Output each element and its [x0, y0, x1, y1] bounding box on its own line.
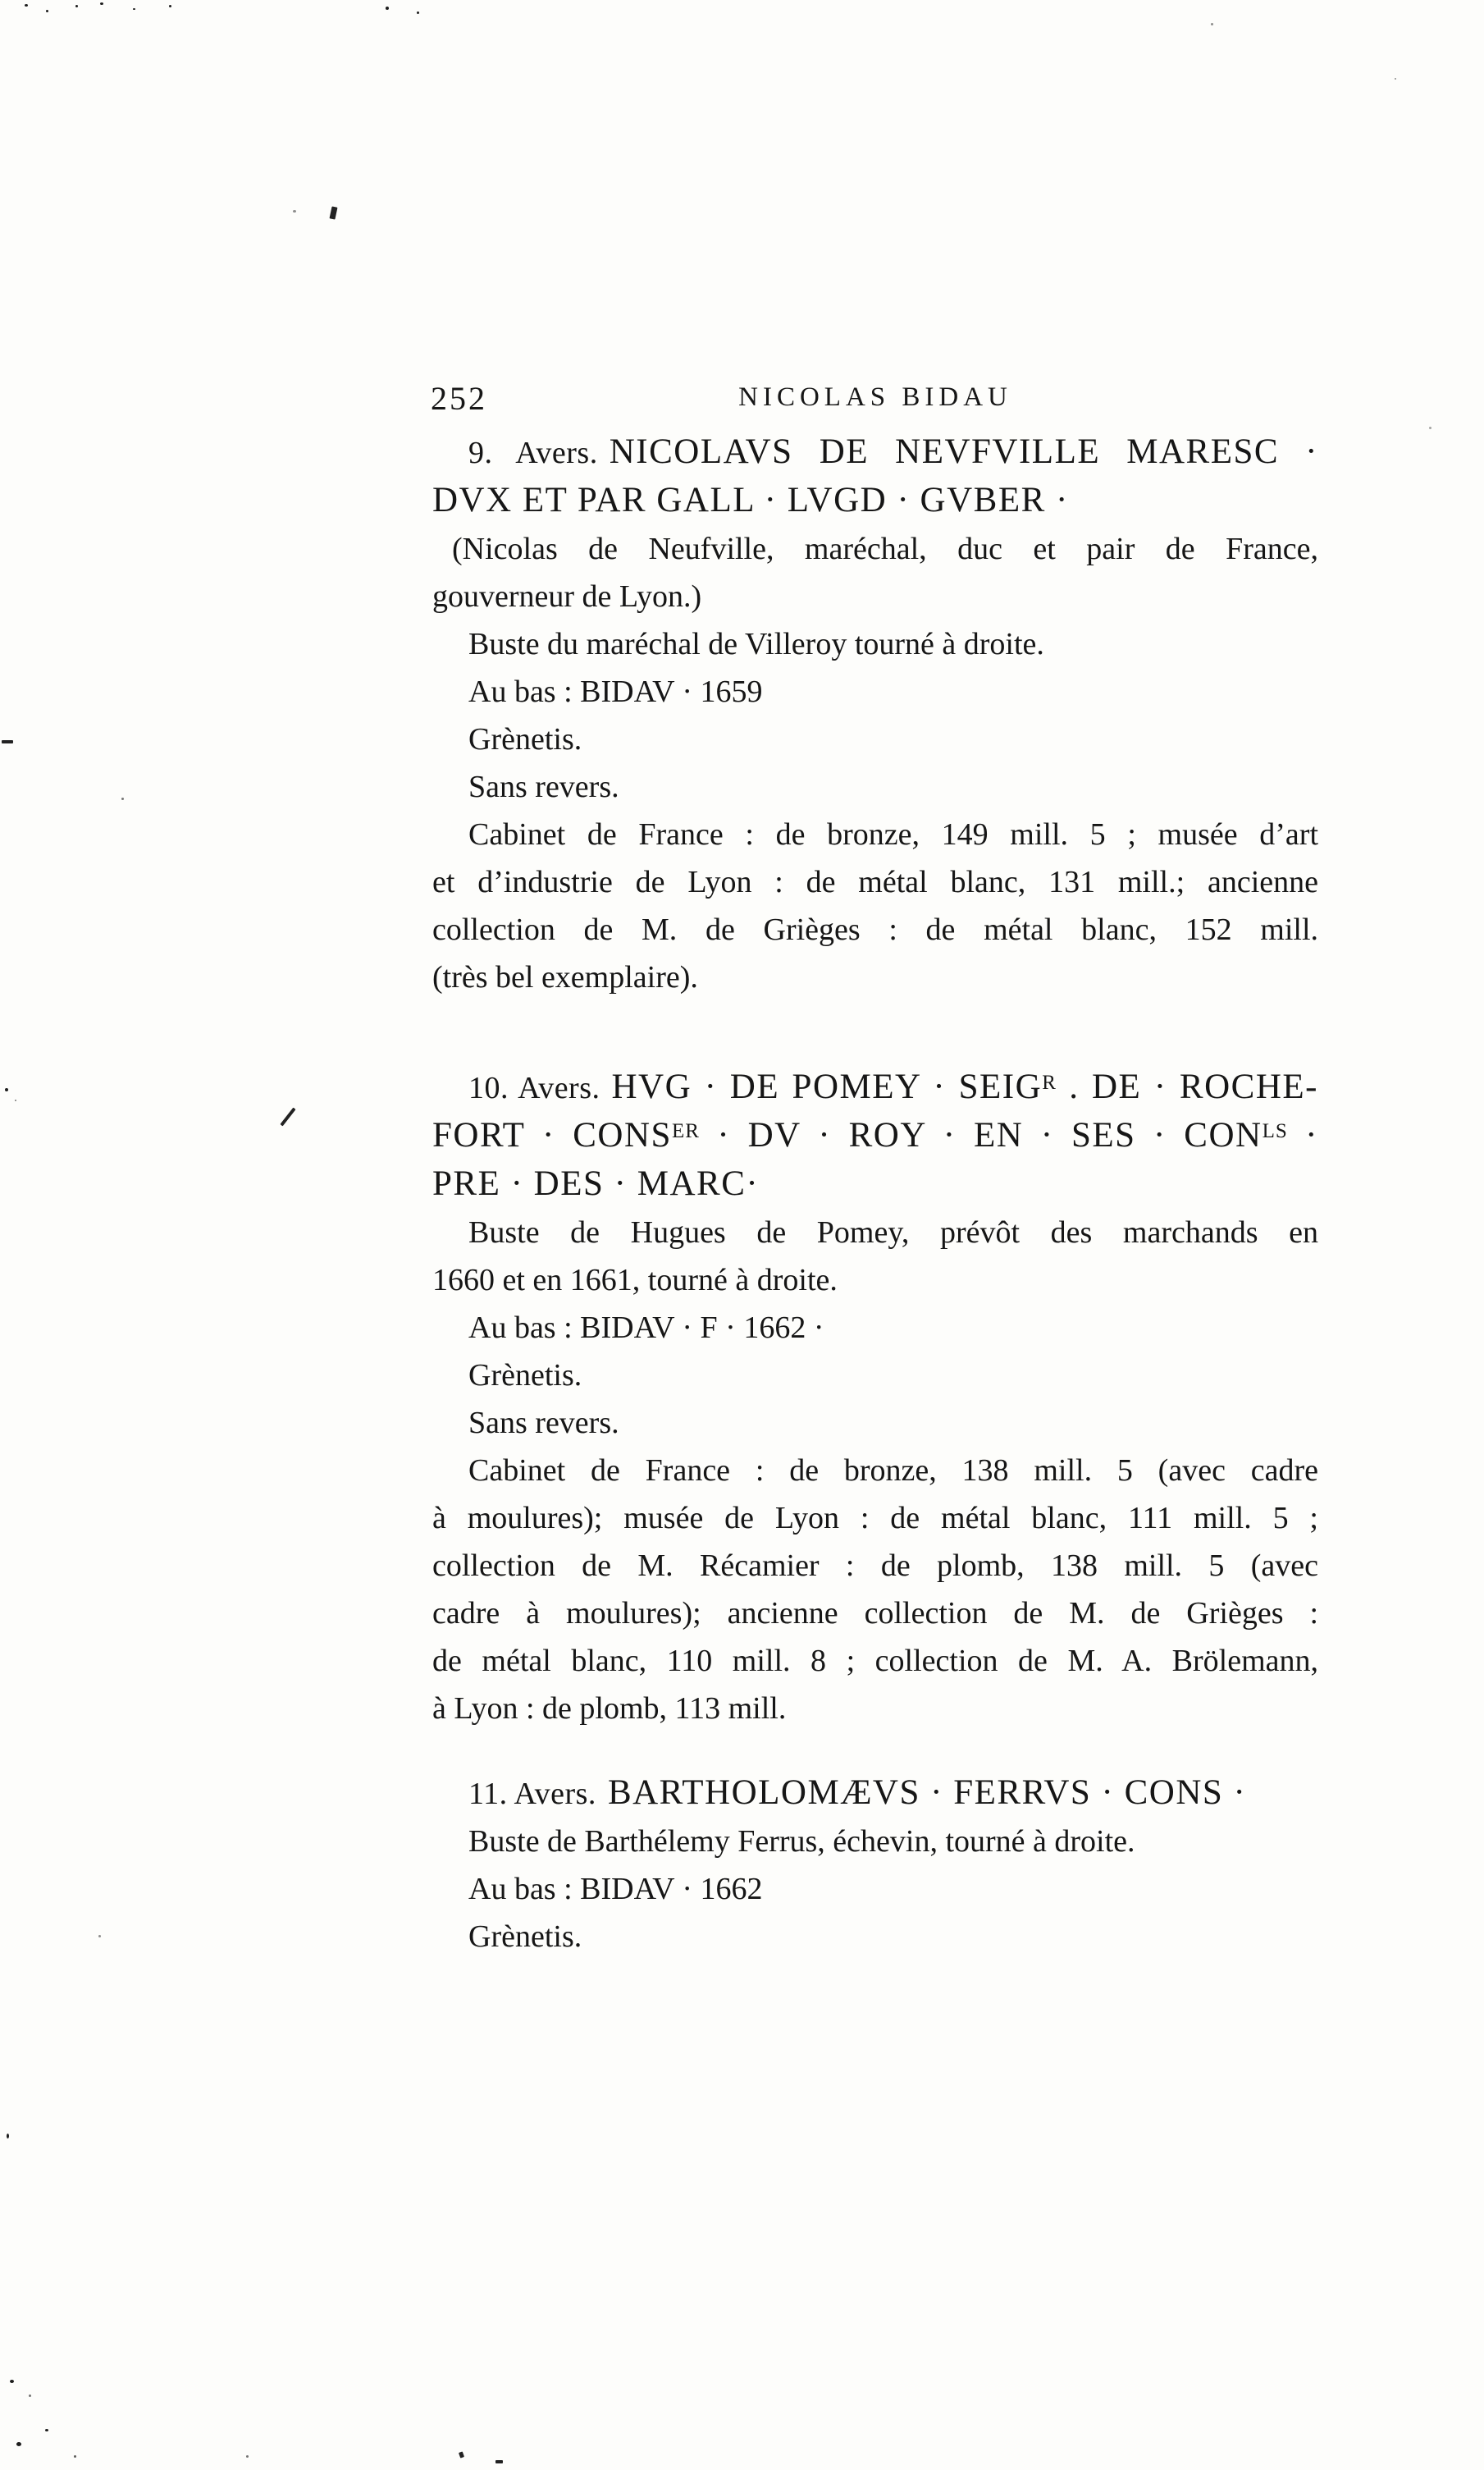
scan-artifact [293, 210, 296, 213]
scan-artifact [5, 1088, 8, 1091]
entry-11-border-note: Grènetis. [468, 1919, 582, 1954]
entry-10-description-line-1: Buste de Hugues de Pomey, prévôt des marchands en [468, 1215, 1318, 1250]
scan-artifact [25, 4, 28, 7]
entry-10-collections-line-2: à moulures); musée de Lyon : de métal blanc, 111 mill. 5 ; [432, 1501, 1318, 1535]
entry-10-collections-line-3: collection de M. Récamier : de plomb, 138 mill. 5 (avec [432, 1548, 1318, 1583]
superscript-r: R [1042, 1072, 1057, 1094]
entry-10-border-note: Grènetis. [468, 1358, 582, 1393]
entry-9-legend-line-1: NICOLAVS DE NEVFVILLE MARESC · [609, 432, 1318, 471]
running-title: NICOLAS BIDAU [738, 382, 1012, 412]
scan-artifact [417, 11, 419, 14]
scan-artifact [29, 2395, 31, 2397]
scan-artifact [246, 2455, 249, 2458]
entry-9-collections-line-2: et d’industrie de Lyon : de métal blanc, 131 mill.; ancienne [432, 865, 1318, 899]
scan-artifact [280, 1108, 295, 1127]
scan-artifact [45, 2429, 48, 2431]
catalogue-entry-11 [432, 1769, 1318, 1960]
entry-9-collections-line-3: collection de M. de Grièges : de métal blanc, 152 mill. [432, 913, 1318, 947]
scan-artifact [16, 2442, 21, 2446]
entry-10-reverse-note: Sans revers. [468, 1406, 619, 1440]
scan-artifact [133, 8, 135, 10]
entry-10-collections-line-5: de métal blanc, 110 mill. 8 ; collection de M. A. Brölemann, [432, 1644, 1318, 1678]
entry-9-legend-line-2: DVX ET PAR GALL · LVGD · GVBER · [432, 481, 1069, 519]
scan-artifact [15, 1100, 16, 1101]
entry-9-collections-line-1: Cabinet de France : de bronze, 149 mill. 5 ; musée d’art [468, 817, 1318, 852]
scan-artifact [386, 7, 389, 10]
entry-9-description: Buste du maréchal de Villeroy tourné à droite. [468, 627, 1044, 661]
scan-artifact [46, 10, 48, 12]
scan-artifact [330, 206, 338, 219]
entry-10-legend-line-3: PRE · DES · MARC· [432, 1164, 760, 1203]
scan-artifact [1429, 427, 1431, 429]
entry-10-heading-line-2 [432, 1112, 1318, 1160]
entry-11-description: Buste de Barthélemy Ferrus, échevin, tourné à droite. [468, 1824, 1135, 1859]
entry-9-collections-line-4: (très bel exemplaire). [432, 960, 698, 995]
entry-11-heading-line-1 [432, 1769, 1318, 1818]
entry-11-legend-line-1: BARTHOLOMÆVS · FERRVS · CONS · [607, 1773, 1247, 1812]
entry-11-signature: Au bas : BIDAV · 1662 [468, 1872, 763, 1906]
entry-9-border-note: Grènetis. [468, 722, 582, 757]
entry-10-signature: Au bas : BIDAV · F · 1662 · [468, 1310, 824, 1345]
entry-10-number: 10. Avers. [468, 1071, 600, 1105]
entry-9-number: 9. Avers. [468, 436, 598, 470]
entry-9-translation-line-2: gouverneur de Lyon.) [432, 579, 702, 614]
scan-artifact [2, 740, 13, 743]
entry-9-heading-line-2 [432, 477, 1318, 525]
entry-10-heading-line-1 [432, 1063, 1318, 1112]
scan-artifact [169, 5, 171, 7]
superscript-er: ER [671, 1120, 700, 1142]
scan-artifact [100, 2, 103, 5]
scan-artifact [10, 2380, 14, 2383]
entry-9-heading-line-1 [432, 428, 1318, 477]
page-number: 252 [431, 380, 487, 417]
superscript-ls: LS [1262, 1120, 1288, 1142]
scan-artifact [75, 5, 78, 7]
catalogue-entry-10 [432, 1063, 1318, 1732]
scan-artifact [7, 2134, 9, 2138]
scan-artifact [121, 798, 124, 800]
scan-artifact [459, 2451, 464, 2458]
scan-artifact [495, 2460, 503, 2463]
entry-9-reverse-note: Sans revers. [468, 770, 619, 804]
scan-artifact [98, 1935, 101, 1937]
entry-9-translation-line-1: (Nicolas de Neufville, maréchal, duc et pair de France, [452, 532, 1318, 566]
entry-10-collections-line-6: à Lyon : de plomb, 113 mill. [432, 1691, 787, 1726]
entry-9-signature: Au bas : BIDAV · 1659 [468, 675, 763, 709]
catalogue-entry-9 [432, 428, 1318, 1001]
entry-10-collections-line-4: cadre à moulures); ancienne collection de M. de Grièges : [432, 1596, 1318, 1631]
entry-10-legend-line-1: HVG · DE POMEY · $SEIG^R$ . DE · ROCHE- [611, 1068, 1318, 1106]
page-header [432, 376, 1318, 419]
entry-10-legend-line-2: FORT · $CONS^{ER}$ · DV · ROY · EN · SES · $CON^{LS}$ · [432, 1116, 1319, 1155]
entry-10-description-line-2: 1660 et en 1661, tourné à droite. [432, 1263, 838, 1297]
scan-artifact [74, 2455, 76, 2458]
entry-11-number: 11. Avers. [468, 1777, 596, 1811]
entry-10-heading-line-3 [432, 1160, 1318, 1209]
entry-10-collections-line-1: Cabinet de France : de bronze, 138 mill. 5 (avec cadre [468, 1453, 1318, 1488]
scan-artifact [1211, 23, 1213, 25]
scan-artifact [1395, 78, 1396, 80]
